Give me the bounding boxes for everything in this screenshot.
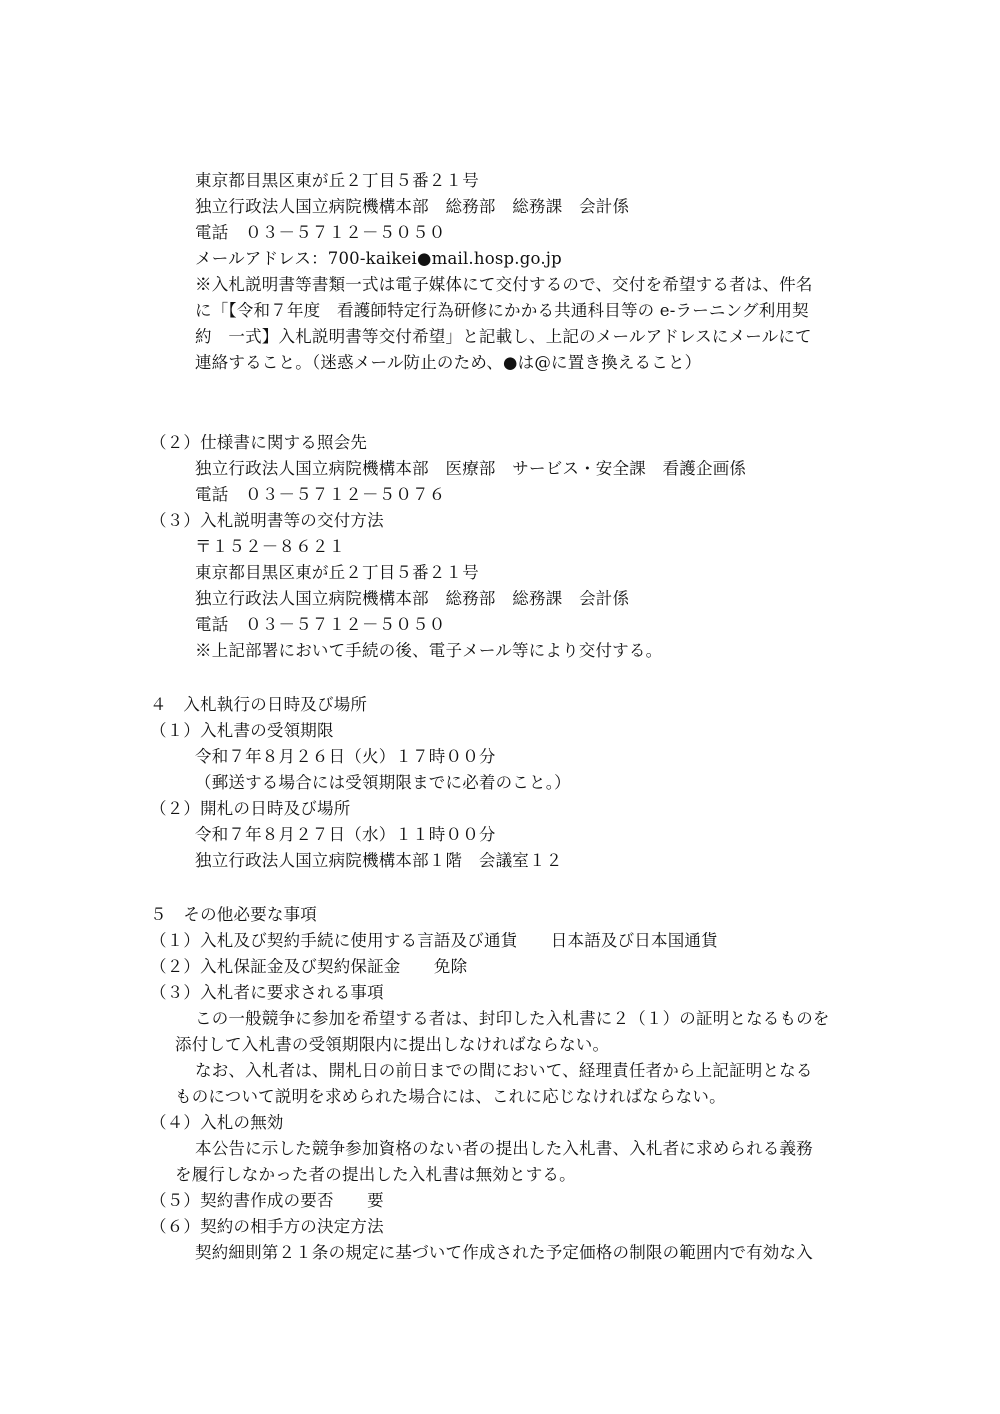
- section-heading: （１）入札及び契約手続に使用する言語及び通貨 日本語及び日本国通貨: [150, 931, 718, 950]
- paragraph-line: を履行しなかった者の提出した入札書は無効とする。: [175, 1165, 576, 1184]
- section-heading: （２）入札保証金及び契約保証金 免除: [150, 957, 468, 976]
- deadline-line: 令和７年８月２６日（火）１７時００分: [195, 747, 496, 766]
- section-heading: （５）契約書作成の要否 要: [150, 1191, 384, 1210]
- paragraph-line: 添付して入札書の受領期限内に提出しなければならない。: [175, 1035, 610, 1054]
- section-heading: （４）入札の無効: [150, 1113, 284, 1132]
- postal-code-line: 〒１５２－８６２１: [195, 537, 346, 556]
- section-heading: （１）入札書の受領期限: [150, 721, 334, 740]
- email-line: メールアドレス：700-kaikei●mail.hosp.go.jp: [195, 249, 562, 268]
- address-line: 東京都目黒区東が丘２丁目５番２１号: [195, 563, 479, 582]
- note-line: ※上記部署において手続の後、電子メール等により交付する。: [195, 641, 663, 660]
- section-heading: （３）入札者に要求される事項: [150, 983, 384, 1002]
- section-heading: （６）契約の相手方の決定方法: [150, 1217, 384, 1236]
- note-line: ※入札説明書等書類一式は電子媒体にて交付するので、交付を希望する者は、件名: [195, 275, 813, 294]
- phone-line: 電話 ０３－５７１２－５０５０: [195, 615, 446, 634]
- venue-line: 独立行政法人国立病院機構本部１階 会議室１２: [195, 851, 563, 870]
- note-line: 連絡すること。（迷惑メール防止のため、●は@に置き換えること）: [195, 353, 702, 372]
- paragraph-line: この一般競争に参加を希望する者は、封印した入札書に２（１）の証明となるものを: [195, 1009, 830, 1028]
- section-heading: （２）開札の日時及び場所: [150, 799, 351, 818]
- section-title: ５ その他必要な事項: [150, 905, 317, 924]
- note-line: に「【令和７年度 看護師特定行為研修にかかる共通科目等の e-ラーニング利用契: [195, 301, 809, 320]
- phone-line: 電話 ０３－５７１２－５０５０: [195, 223, 446, 242]
- section-title: ４ 入札執行の日時及び場所: [150, 695, 368, 714]
- office-line: 独立行政法人国立病院機構本部 医療部 サービス・安全課 看護企画係: [195, 459, 747, 478]
- office-line: 独立行政法人国立病院機構本部 総務部 総務課 会計係: [195, 197, 630, 216]
- paragraph-line: 契約細則第２１条の規定に基づいて作成された予定価格の制限の範囲内で有効な入: [195, 1243, 813, 1262]
- office-line: 独立行政法人国立病院機構本部 総務部 総務課 会計係: [195, 589, 630, 608]
- paragraph-line: ものについて説明を求められた場合には、これに応じなければならない。: [175, 1087, 726, 1106]
- section-heading: （２）仕様書に関する照会先: [150, 433, 368, 452]
- section-heading: （３）入札説明書等の交付方法: [150, 511, 384, 530]
- opening-datetime-line: 令和７年８月２７日（水）１１時００分: [195, 825, 496, 844]
- address-line: 東京都目黒区東が丘２丁目５番２１号: [195, 171, 479, 190]
- paragraph-line: なお、入札者は、開札日の前日までの間において、経理責任者から上記証明となる: [195, 1061, 813, 1080]
- phone-line: 電話 ０３－５７１２－５０７６: [195, 485, 446, 504]
- note-line: 約 一式】入札説明書等交付希望」と記載し、上記のメールアドレスにメールにて: [195, 327, 812, 346]
- paragraph-line: 本公告に示した競争参加資格のない者の提出した入札書、入札者に求められる義務: [195, 1139, 813, 1158]
- note-line: （郵送する場合には受領期限までに必着のこと。）: [195, 773, 571, 792]
